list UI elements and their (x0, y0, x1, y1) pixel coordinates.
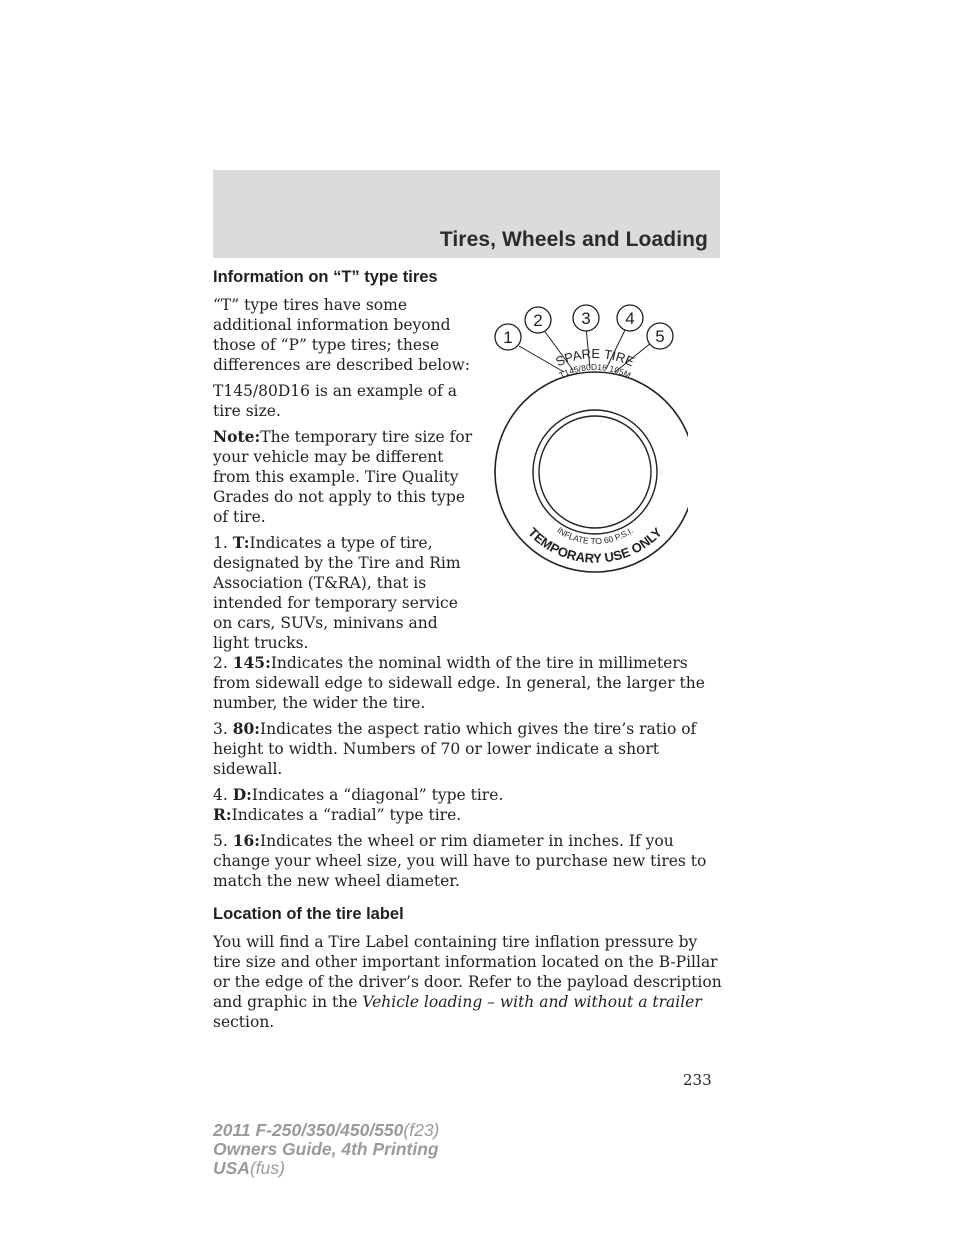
tire-label-paragraph (213, 932, 723, 1032)
tire-label-text: You will find a Tire Label containing tire inflation pressure by tire size and other important information located on the B-Pillar or the edge of the driver’s door. Refer to the payload description and graphic in the (213, 933, 722, 1011)
section-title: Tires, Wheels and Loading (439, 228, 708, 251)
list-item-4 (213, 785, 723, 805)
item-term: 145: (232, 653, 271, 672)
intro-paragraph: “T” type tires have some additional information beyond those of “P” type tires; these differences are described below: (213, 296, 471, 374)
item-term: 80: (232, 719, 261, 738)
list-item-3 (213, 719, 723, 779)
temporary-use-text: TEMPORARY USE ONLY (525, 524, 665, 566)
list-item-1 (213, 533, 475, 653)
item-text: Indicates a type of tire, designated by the Tire and Rim Association (T&RA), that is intended for temporary service on cars, SUVs, minivans and light trucks. (213, 534, 461, 652)
note-text: The temporary tire size for your vehicle may be different from this example. Tire Quality Grades do not apply to this type of tire. (213, 428, 473, 526)
item-number: 1. (213, 534, 228, 552)
footer-market: USA (213, 1158, 250, 1178)
item-text: Indicates a “diagonal” type tire. (251, 786, 504, 804)
page-number: 233 (683, 1071, 712, 1089)
item-number: 3. (213, 720, 228, 738)
footer-market-code: (fus) (249, 1158, 285, 1178)
callout-label-4: 4 (625, 309, 635, 328)
footer-line-1 (213, 1121, 439, 1140)
list-item-2 (213, 653, 723, 713)
footer-model: 2011 F-250/350/450/550 (213, 1120, 404, 1140)
footer (213, 1121, 439, 1178)
heading-t-type-tires: Information on “T” type tires (213, 268, 438, 286)
footer-line-3 (213, 1159, 439, 1178)
callout-label-5: 5 (655, 327, 665, 346)
item-text: Indicates a “radial” type tire. (231, 806, 462, 824)
item-text: Indicates the wheel or rim diameter in inches. If you change your wheel size, you will have to purchase new tires to match the new wheel diameter. (213, 832, 707, 890)
callout-label-1: 1 (503, 328, 513, 347)
callout-label-3: 3 (581, 309, 591, 328)
inflate-text: INFLATE TO 60 P.S.I. (555, 525, 635, 547)
item-term: 16: (232, 831, 261, 850)
example-paragraph: T145/80D16 is an example of a tire size. (213, 382, 458, 420)
item-number: 5. (213, 832, 228, 850)
header-bar (213, 170, 720, 258)
narrow-column (213, 295, 475, 653)
note-paragraph (213, 427, 475, 527)
list-item-5 (213, 831, 723, 891)
tire-rim-outer (533, 410, 657, 534)
item-term: R: (213, 805, 232, 824)
item-text: Indicates the nominal width of the tire in millimeters from sidewall edge to sidewall edge. In general, the larger the number, the wider the tire. (213, 654, 705, 712)
tire-label-text-end: section. (213, 1013, 275, 1031)
note-label: Note: (213, 427, 261, 446)
item-term: T: (232, 533, 250, 552)
tire-size-text: T145/80D16 105M (557, 361, 633, 381)
item-number: 2. (213, 654, 228, 672)
callout-label-2: 2 (533, 311, 543, 330)
tire-rim-inner (539, 416, 651, 528)
tire-sidewall-diagram (478, 300, 688, 582)
item-term: D: (232, 785, 252, 804)
heading-tire-label-location: Location of the tire label (213, 905, 404, 923)
footer-line-2: Owners Guide, 4th Printing (213, 1139, 439, 1159)
item-text: Indicates the aspect ratio which gives the tire’s ratio of height to width. Numbers of 70 or lower indicate a short sidewall. (213, 720, 697, 778)
spare-tire-text: SPARE TIRE (553, 345, 637, 370)
list-item-4-r (213, 805, 723, 825)
vehicle-loading-reference: Vehicle loading – with and without a trailer (362, 993, 702, 1011)
item-number: 4. (213, 786, 228, 804)
footer-model-code: (f23) (403, 1120, 440, 1140)
